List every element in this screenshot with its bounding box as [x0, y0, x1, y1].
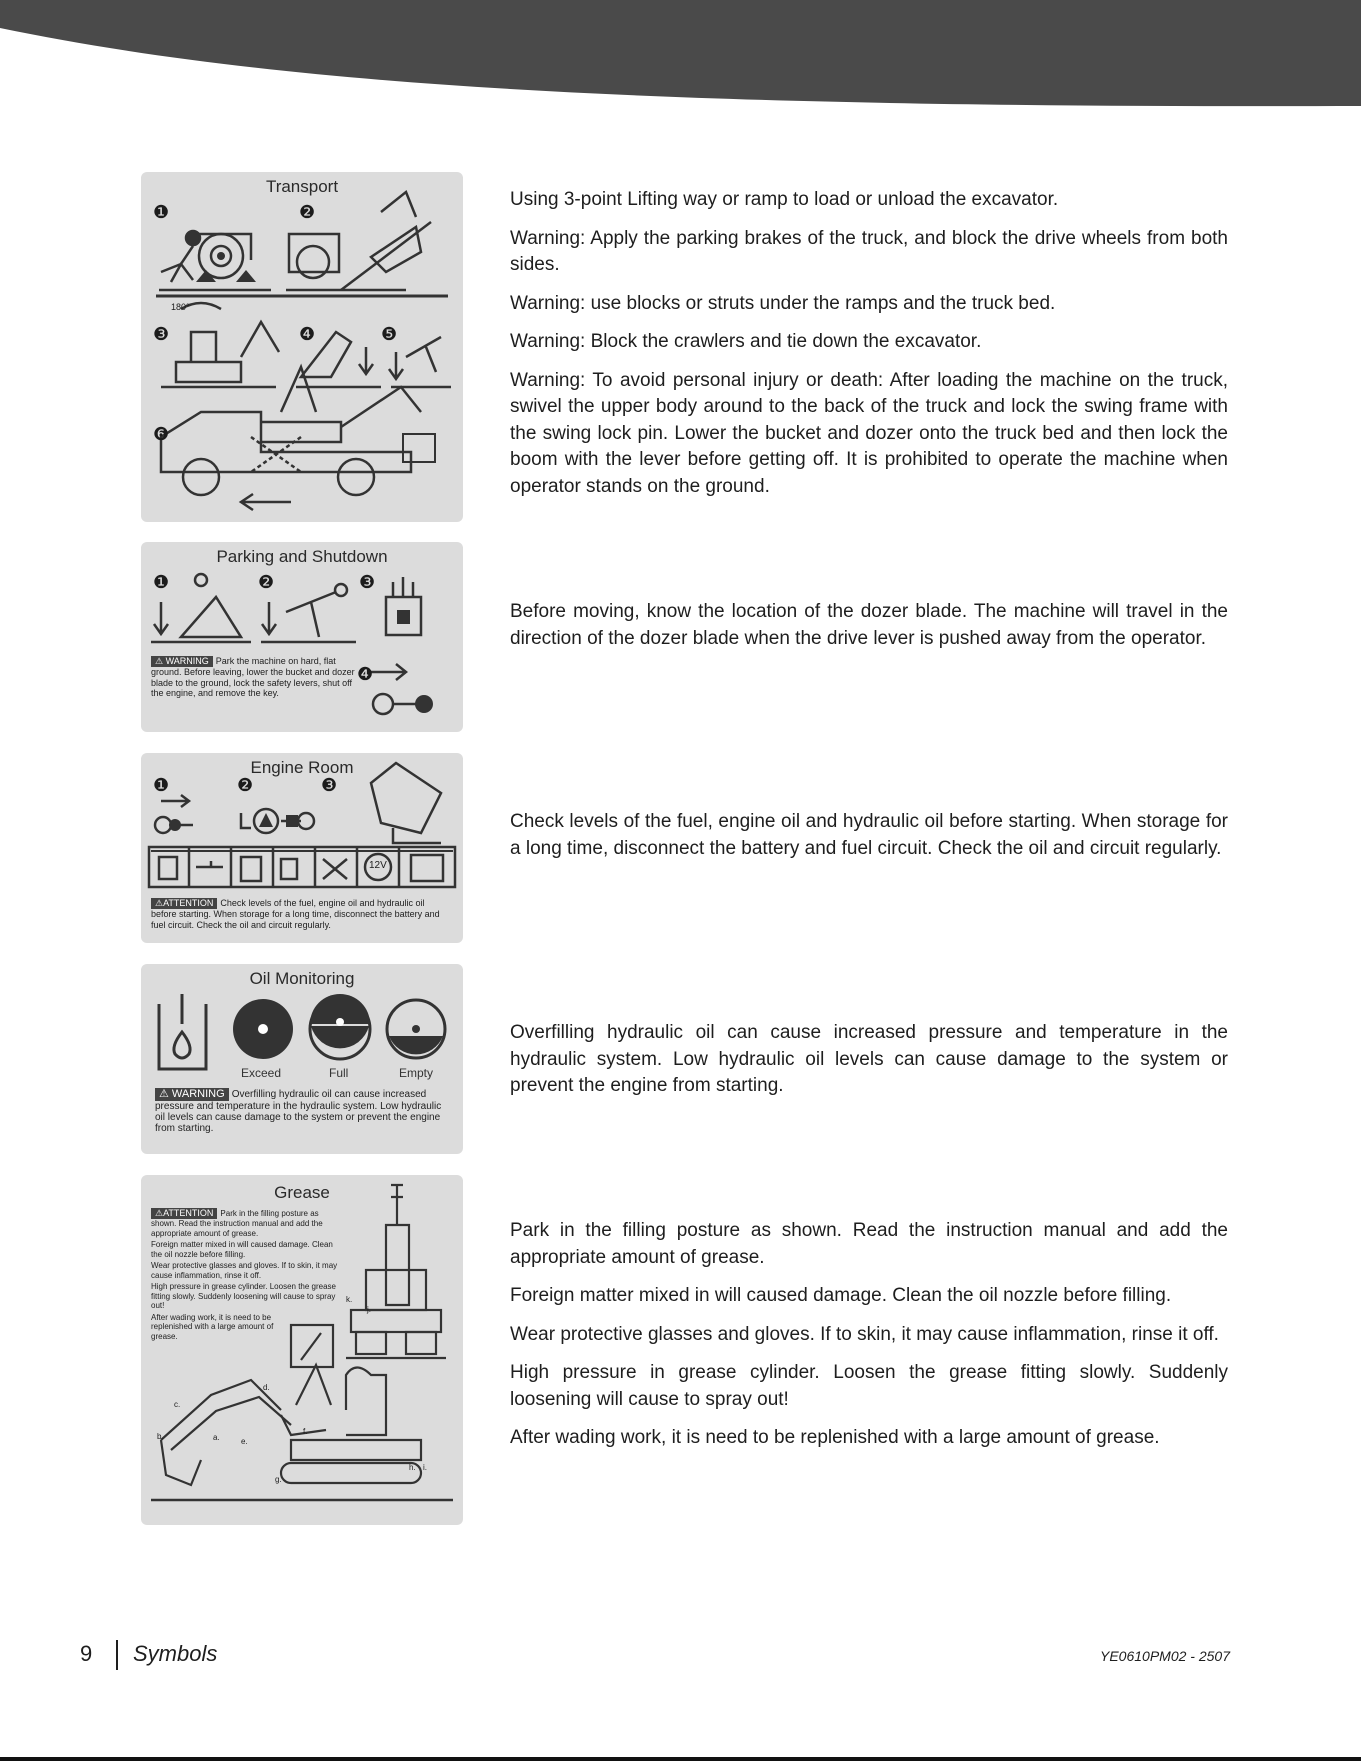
grease-paragraph-1: Park in the filling posture as shown. Read the instruction manual and add the appropriate amount of grease.: [510, 1220, 1228, 1268]
engine-room-sign-title: Engine Room: [250, 758, 354, 777]
oil-monitoring-sign-panel: [141, 964, 463, 1154]
oil-warning-body: Overfilling hydraulic oil can cause increased pressure and temperature in the hydraulic system. Low hydraulic oil levels can cause damage to the system or prevent the engine from starting.: [155, 1089, 442, 1134]
grease-point-i: i.: [423, 1463, 427, 1472]
grease-point-b: b.: [157, 1432, 164, 1441]
oil-paragraph-1: Overfilling hydraulic oil can cause increased pressure and temperature in the hydraulic system. Low hydraulic oil levels can cause damage to the system or prevent the engine from starting.: [510, 1022, 1228, 1096]
page-number: 9: [80, 1641, 93, 1666]
document-code: YE0610PM02 - 2507: [1100, 1648, 1230, 1664]
grease-line-3: Wear protective glasses and gloves. If to skin, it may cause inflammation, rinse it off.: [151, 1261, 338, 1280]
grease-line-1-text: Park in the filling posture as shown. Read the instruction manual and add the appropriate amount of grease.: [151, 1209, 323, 1238]
step-2-marker: ❷: [258, 572, 275, 592]
transport-paragraph-4: Warning: Block the crawlers and tie down the excavator.: [510, 331, 982, 352]
engine-description: [510, 809, 1228, 874]
step-1-marker: ❶: [153, 572, 170, 592]
oil-warning-text: [155, 1088, 451, 1134]
gauge-label-empty: Empty: [399, 1066, 434, 1080]
oil-monitoring-sign-title: Oil Monitoring: [249, 969, 355, 988]
parking-paragraph-1: Before moving, know the location of the dozer blade. The machine will travel in the direction of the dozer blade when the drive lever is pushed away from the operator.: [510, 601, 1228, 649]
grease-point-h: h.: [409, 1463, 416, 1472]
section-title: Symbols: [133, 1641, 218, 1666]
transport-illustration: [141, 172, 463, 522]
step-3-marker: ❸: [321, 775, 338, 795]
grease-description: [510, 1218, 1228, 1464]
step-3-marker: ❸: [359, 572, 376, 592]
transport-paragraph-5: Warning: To avoid personal injury or death: After loading the machine on the truck, swivel the upper body around to the back of the truck and lock the swing frame with the swing lock pin. Lower the bucket and dozer onto the truck bed and then lock the boom with the lever before getting off. It is prohibited to operate the machine when operator stands on the ground.: [510, 369, 1228, 497]
step-5-marker: ❺: [381, 324, 398, 344]
grease-sign-title: Grease: [274, 1183, 330, 1202]
battery-12v-icon: 12V: [369, 860, 387, 871]
label-180: 180°: [171, 302, 190, 312]
grease-paragraph-5: After wading work, it is need to be replenished with a large amount of grease.: [510, 1427, 1160, 1448]
footer-divider: [116, 1640, 118, 1670]
gauge-label-full: Full: [329, 1066, 349, 1080]
engine-attention-text: [151, 898, 451, 930]
gauge-label-exceed: Exceed: [241, 1066, 282, 1080]
grease-attention-text: [151, 1208, 351, 1341]
grease-line-1: [151, 1208, 341, 1238]
transport-paragraph-2: Warning: Apply the parking brakes of the truck, and block the drive wheels from both sides.: [510, 227, 1228, 275]
engine-attention-body: Check levels of the fuel, engine oil and hydraulic oil before starting. When storage for a long time, disconnect the battery and fuel circuit. Check the oil and circuit regularly.: [151, 898, 440, 930]
parking-warning-text: [151, 656, 356, 699]
engine-room-sign-panel: [141, 753, 463, 943]
step-4-marker: ❹: [357, 664, 374, 684]
transport-paragraph-3: Warning: use blocks or struts under the ramps and the truck bed.: [510, 292, 1056, 314]
step-1-marker: ❶: [153, 202, 170, 222]
grease-line-4: High pressure in grease cylinder. Loosen the grease fitting slowly. Suddenly loosening will cause to spray out!: [151, 1282, 336, 1310]
parking-sign-title: Parking and Shutdown: [216, 547, 388, 566]
step-1-marker: ❶: [153, 775, 170, 795]
warning-tag: ⚠ WARNING: [155, 1088, 229, 1101]
step-2-marker: ❷: [299, 202, 316, 222]
step-3-marker: ❸: [153, 324, 170, 344]
warning-tag: ⚠ WARNING: [151, 656, 213, 667]
transport-sign-panel: [141, 172, 463, 522]
step-6-marker: ❻: [153, 424, 170, 444]
grease-paragraph-4: High pressure in grease cylinder. Loosen the grease fitting slowly. Suddenly loosening will cause to spray out!: [510, 1362, 1228, 1410]
step-4-marker: ❹: [299, 324, 316, 344]
attention-tag: ⚠ATTENTION: [151, 898, 217, 909]
transport-paragraph-1: Using 3-point Lifting way or ramp to load or unload the excavator.: [510, 189, 1059, 210]
attention-tag: ⚠ATTENTION: [151, 1208, 217, 1219]
transport-description: [510, 187, 1228, 512]
grease-point-e: e.: [241, 1437, 248, 1446]
grease-point-f: f.: [303, 1427, 308, 1436]
oil-description: [510, 1020, 1228, 1112]
step-2-marker: ❷: [237, 775, 254, 795]
bottom-border: [0, 1757, 1361, 1761]
grease-point-a: a.: [213, 1433, 220, 1442]
grease-paragraph-2: Foreign matter mixed in will caused damage. Clean the oil nozzle before filling.: [510, 1285, 1172, 1306]
parking-description: [510, 599, 1228, 664]
grease-line-2: Foreign matter mixed in will caused damage. Clean the oil nozzle before filling.: [151, 1240, 333, 1259]
engine-paragraph-1: Check levels of the fuel, engine oil and hydraulic oil before starting. When storage for a long time, disconnect the battery and fuel circuit. Check the oil and circuit regularly.: [510, 811, 1228, 859]
grease-paragraph-3: Wear protective glasses and gloves. If to skin, it may cause inflammation, rinse it off.: [510, 1323, 1219, 1345]
grease-point-g: g.: [275, 1475, 282, 1484]
transport-sign-title: Transport: [265, 177, 339, 196]
parking-illustration: [141, 542, 463, 732]
header-banner: [0, 0, 1361, 110]
grease-point-k: k.: [346, 1295, 353, 1304]
grease-point-d: d.: [263, 1383, 270, 1392]
parking-sign-panel: [141, 542, 463, 732]
grease-point-c: c.: [174, 1400, 181, 1409]
parking-warning-body: Park the machine on hard, flat ground. Before leaving, lower the bucket and dozer blade to the ground, lock the safety levers, shut off the engine, and remove the key.: [151, 656, 355, 698]
grease-point-j: j.: [367, 1305, 371, 1314]
grease-sign-panel: [141, 1175, 463, 1525]
grease-line-5: After wading work, it is need to be replenished with a large amount of grease.: [151, 1312, 274, 1341]
